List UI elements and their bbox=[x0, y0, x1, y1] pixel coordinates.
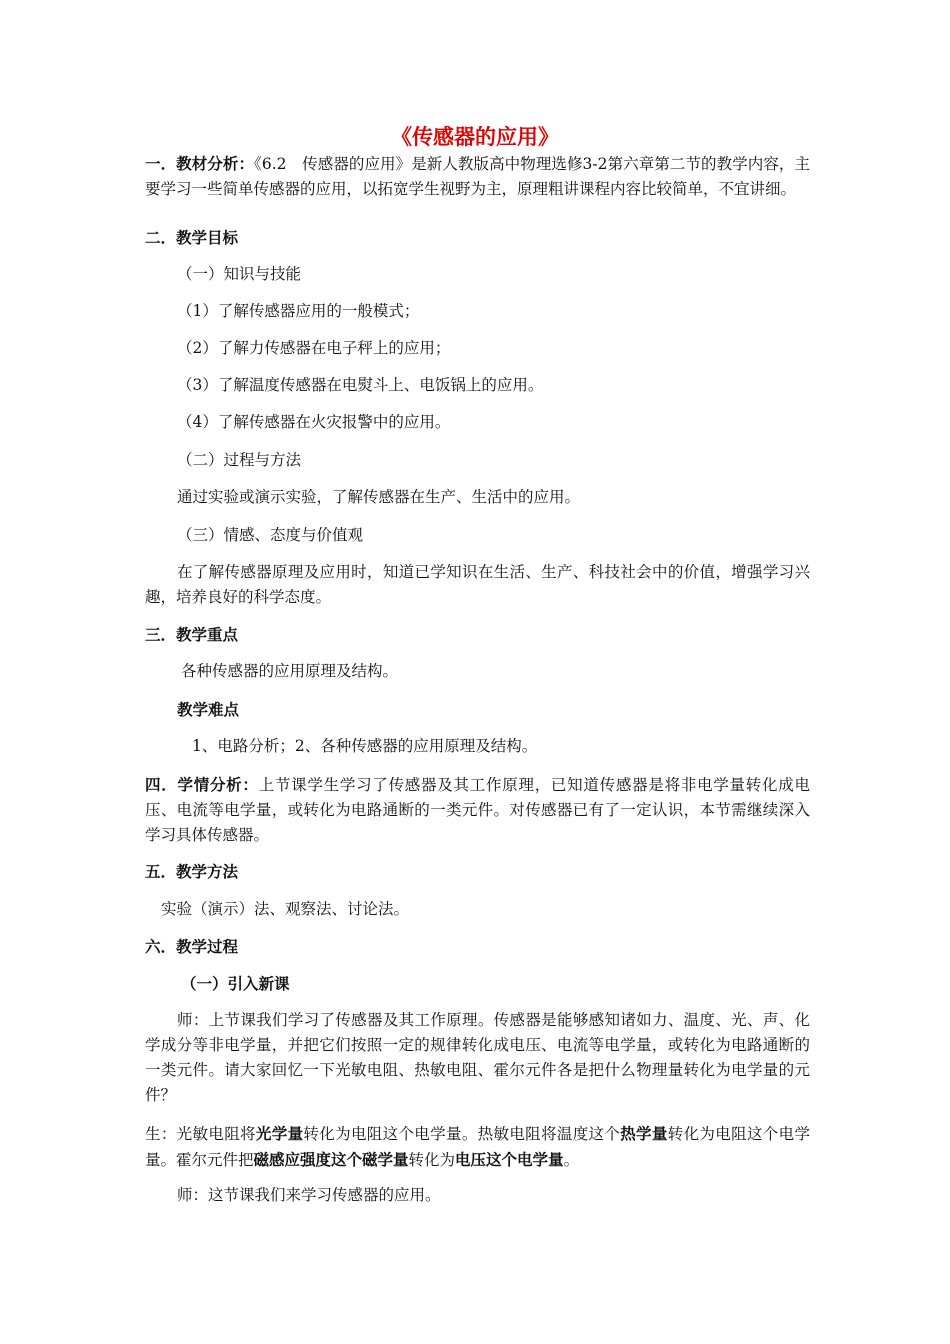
section-textbook-analysis bbox=[145, 151, 810, 202]
section-heading-process: 六．教学过程 bbox=[145, 937, 239, 956]
subheading-process: （二）过程与方法 bbox=[177, 451, 302, 469]
section-heading-goals: 二．教学目标 bbox=[145, 228, 239, 247]
section-heading-method: 五．教学方法 bbox=[145, 862, 239, 881]
student-answer bbox=[145, 1121, 810, 1173]
answer-text: 生：光敏电阻将 bbox=[145, 1125, 256, 1143]
answer-text: 转化为电阻这个电学量。霍尔元件把 bbox=[145, 1125, 810, 1169]
paragraph-text: 上节课学生学习了传感器及其工作原理，已知道传感器是将非电学量转化成电压、电流等电学量，或转化为电路通断的一类元件。对传感器已有了一定认识，本节需继续深入学习具体传感器。 bbox=[145, 776, 810, 844]
answer-text: 转化为电阻这个电学量。热敏电阻将温度这个 bbox=[303, 1125, 621, 1143]
process-text: 通过实验或演示实验，了解传感器在生产、生活中的应用。 bbox=[177, 488, 581, 506]
emphasis-text: 光学量 bbox=[255, 1124, 304, 1143]
difficulty-text: 1、电路分析；2、各种传感器的应用原理及结构。 bbox=[192, 737, 538, 755]
emphasis-text: 磁感应强度这个磁学量 bbox=[253, 1150, 409, 1169]
goal-item-3: （3）了解温度传感器在电熨斗上、电饭锅上的应用。 bbox=[177, 376, 544, 394]
subheading-intro: （一）引入新课 bbox=[181, 974, 290, 993]
subheading-emotion: （三）情感、态度与价值观 bbox=[177, 526, 364, 544]
answer-text: 。 bbox=[563, 1151, 580, 1169]
answer-text: 转化为 bbox=[408, 1151, 456, 1169]
paragraph-text: 《6.2 传感器的应用》是新人教版高中物理选修3-2第六章第二节的教学内容，主要学习一些简单传感器的应用，以拓宽学生视野为主，原理粗讲课程内容比较简单，不宜讲细。 bbox=[145, 155, 810, 198]
section-student-analysis bbox=[145, 772, 810, 848]
document-title: 《传感器的应用》 bbox=[391, 125, 559, 149]
goal-item-4: （4）了解传感器在火灾报警中的应用。 bbox=[177, 413, 451, 431]
section-label: 一．教材分析： bbox=[145, 154, 255, 173]
goal-item-2: （2）了解力传感器在电子秤上的应用； bbox=[177, 339, 451, 357]
section-label: 四．学情分析： bbox=[145, 775, 259, 794]
emphasis-text: 热学量 bbox=[620, 1124, 668, 1143]
teacher-paragraph-1: 师：上节课我们学习了传感器及其工作原理。传感器是能够感知诸如力、温度、光、声、化学成分等非电学量，并把它们按照一定的规律转化成电压、电流等电学量，或转化为电路通断的一类元件。请大家回忆一下光敏电阻、热敏电阻、霍尔元件各是把什么物理量转化为电学量的元件？ bbox=[145, 1011, 810, 1104]
method-text: 实验（演示）法、观察法、讨论法。 bbox=[161, 900, 410, 918]
teacher-paragraph-2: 师：这节课我们来学习传感器的应用。 bbox=[177, 1186, 441, 1204]
emphasis-text: 电压这个电学量 bbox=[455, 1150, 564, 1169]
emotion-text: 在了解传感器原理及应用时，知道已学知识在生活、生产、科技社会中的价值，增强学习兴趣，培养良好的科学态度。 bbox=[145, 563, 810, 606]
section-heading-key: 三．教学重点 bbox=[145, 625, 239, 644]
key-text: 各种传感器的应用原理及结构。 bbox=[181, 662, 399, 680]
subheading-knowledge: （一）知识与技能 bbox=[177, 265, 302, 283]
goal-item-1: （1）了解传感器应用的一般模式； bbox=[177, 302, 420, 320]
section-heading-difficulty: 教学难点 bbox=[177, 700, 240, 719]
